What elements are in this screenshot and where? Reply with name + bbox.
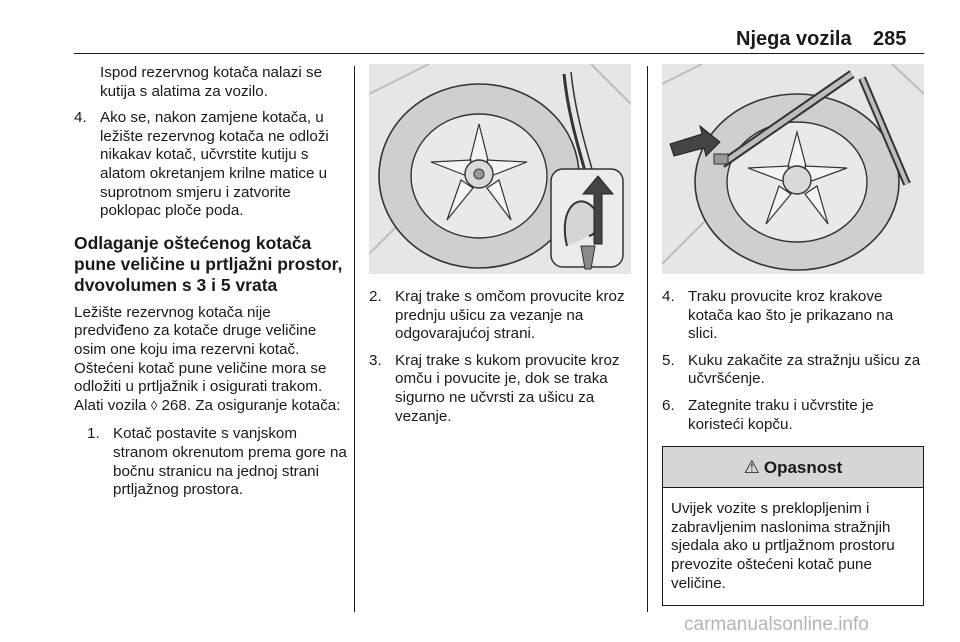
- illustration-wheel-strap-loop: [369, 64, 631, 274]
- step-text: Kotač postavite s vanjskom stranom okrenutom prema gore na bočnu stranicu na jednoj strani prtljažnog prostora.: [113, 425, 347, 499]
- step-5-hook-rear-eye: [662, 352, 924, 389]
- reference-arrow-icon: ◊: [150, 397, 158, 413]
- page-number: 285: [873, 28, 907, 50]
- step-4-through-spokes: [662, 288, 924, 344]
- intro-text: Ispod rezervnog kotača nalazi se kutija s alatima za vozilo.: [100, 64, 323, 100]
- paragraph-text-b: 268. Za osiguranje kotača:: [157, 396, 341, 414]
- header-rule: [74, 53, 924, 54]
- step-number: 2.: [369, 288, 382, 305]
- column-2: [369, 64, 633, 434]
- column-divider-1: [354, 66, 355, 612]
- step-number: 5.: [662, 351, 675, 369]
- warning-header: [663, 447, 923, 488]
- step-number: 4.: [74, 109, 87, 127]
- column-3: [662, 64, 924, 606]
- warning-triangle-icon: ⚠: [743, 457, 760, 478]
- step-text: Kuku zakačite za stražnju ušicu za učvršćenje.: [688, 351, 921, 388]
- step-text: Zategnite traku i učvrstite je koristeći kopču.: [688, 396, 874, 433]
- section-paragraph: [74, 304, 350, 416]
- step-4-tools: [74, 109, 350, 221]
- illustration-wheel-strap-spokes: [662, 64, 924, 274]
- paragraph-text-a: Ležište rezervnog kotača nije predviđeno za kotače druge veličine osim one koju ima rezervni kotač. Oštećeni kotač pune veličine mora se odložiti u prtljažnik i osigurati trakom. Alati vozila: [74, 303, 327, 414]
- step-2-loop-through-eye: [369, 288, 633, 344]
- step-3-hook-through-loop: [369, 352, 633, 426]
- column-divider-2: [647, 66, 648, 612]
- step-6-tighten-strap: [662, 397, 924, 434]
- warning-text: Uvijek vozite s preklopljenim i zabravljenim naslonima stražnjih sjedala ako u prtljažnom prostoru prevozite oštećeni kotač pune veličine.: [671, 500, 895, 592]
- watermark: carmanualsonline.info: [684, 614, 869, 635]
- step-number: 6.: [662, 396, 675, 414]
- step-text: Traku provucite kroz krakove kotača kao što je prikazano na slici.: [688, 288, 894, 343]
- step-number: 1.: [87, 425, 100, 443]
- step-number: 3.: [369, 351, 382, 369]
- step-text: Kraj trake s kukom provucite kroz omču i povucite je, dok se traka sigurno ne učvrsti za ušicu za vezanje.: [395, 351, 620, 425]
- section-heading: Odlaganje oštećenog kotača pune veličine u prtljažni prostor, dvovolumen s 3 i 5 vrata: [74, 232, 343, 295]
- danger-warning-box: [662, 446, 924, 606]
- warning-title: Opasnost: [763, 458, 843, 478]
- step-1-position-wheel: [87, 425, 350, 499]
- step-text: Kraj trake s omčom provucite kroz prednju ušicu za vezanje na odgovarajućoj strani.: [395, 288, 625, 343]
- step-text: Ako se, nakon zamjene kotača, u ležište rezervnog kotača ne odloži nikakav kotač, učvrstite kutiju s alatom okretanjem krilne matice u suprotnom smjeru i zatvorite poklopac ploče poda.: [100, 109, 329, 220]
- column-1: [74, 64, 350, 508]
- step-number: 4.: [662, 288, 675, 305]
- header-title: Njega vozila: [736, 28, 852, 50]
